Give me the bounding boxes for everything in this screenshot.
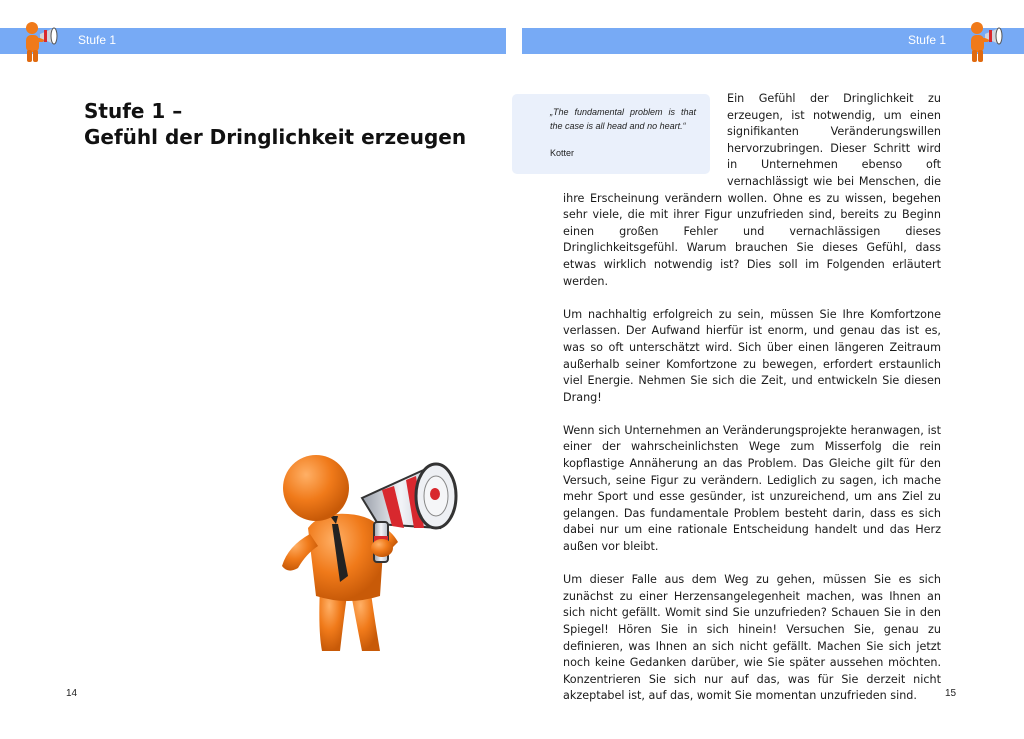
page-number-left: 14 <box>66 688 78 699</box>
quote-author: Kotter <box>550 148 575 158</box>
paragraph: Um nachhaltig erfolgreich zu sein, müssen Sie Ihre Komfortzone verlassen. Der Aufwand hierfür ist enorm, und genau das ist es, was so oft unterschätzt wird. Sich über einen längeren Zeitraum außerhalb seiner Komfortzone zu bewegen, erfordert erstaunlich viel Energie. Nehmen Sie sich die Zeit, und entwickeln Sie diesen Drang! <box>563 307 941 404</box>
body-text <box>563 91 941 705</box>
header-label-right: Stufe 1 <box>907 33 946 47</box>
header-bar-right <box>522 28 1024 54</box>
header-bar-left <box>0 28 506 54</box>
paragraph: Ein Gefühl der Dringlichkeit zu erzeugen, ist notwendig, um einen signifikanten Veränderungswillen hervorzubringen. Dieser Schritt wird in Unternehmen ebenso oft vernachlässigt wie bei Menschen, die ihre Erscheinung verändern wollen. Ohne es zu wissen, begehen sehr viele, die mit ihrer Figur unzufrieden sind, bereits zu Beginn einen großen Fehler und vernachlässigen dieses Dringlichkeitsgefühl. Warum brauchen Sie dieses Gefühl, dass etwas wirklich notwendig ist? Dies soll im Folgenden erläutert werden. <box>563 92 941 288</box>
paragraph: Wenn sich Unternehmen an Veränderungsprojekte heranwagen, ist einer der wahrscheinlichsten Wege zum Misserfolg die rein kopflastige Annäherung an das Problem. Das Gleiche gilt für den Versuch, seine Figur zu verändern. Lediglich zu sagen, ich mache mehr Sport und esse gesünder, ist unzureichend, um ans Ziel zu gelangen. Das fundamentale Problem besteht darin, dass es sich dabei nur um eine rationale Entscheidung handelt und das Herz außen vor bleibt. <box>563 423 941 554</box>
megaphone-figure-illustration <box>270 446 470 661</box>
header-label-left: Stufe 1 <box>78 33 117 47</box>
chapter-title-line2: Gefühl der Dringlichkeit erzeugen <box>84 125 467 149</box>
mascot-megaphone-icon <box>965 20 1005 64</box>
mascot-megaphone-icon <box>20 20 60 64</box>
page-number-right: 15 <box>945 688 957 699</box>
quote-text: „The fundamental problem is that the case is all head and no heart.“ <box>550 107 696 131</box>
quote-float-spacer <box>563 91 727 175</box>
chapter-title-line1: Stufe 1 – <box>84 99 183 123</box>
paragraph: Um dieser Falle aus dem Weg zu gehen, müssen Sie es sich zunächst zu einer Herzensangelegenheit machen, was Ihnen an sich nicht gefällt. Womit sind Sie unzufrieden? Schauen Sie in den Spiegel! Hören Sie in sich hinein! Versuchen Sie, genau zu definieren, was Ihnen an sich nicht gefällt. Machen Sie sich jetzt noch keine Gedanken darüber, wie Sie später aussehen möchten. Konzentrieren Sie sich nur auf das, was für Sie derzeit nicht akzeptabel ist, auf das, womit Sie momentan unzufrieden sind. <box>563 573 941 703</box>
chapter-title <box>84 98 466 150</box>
